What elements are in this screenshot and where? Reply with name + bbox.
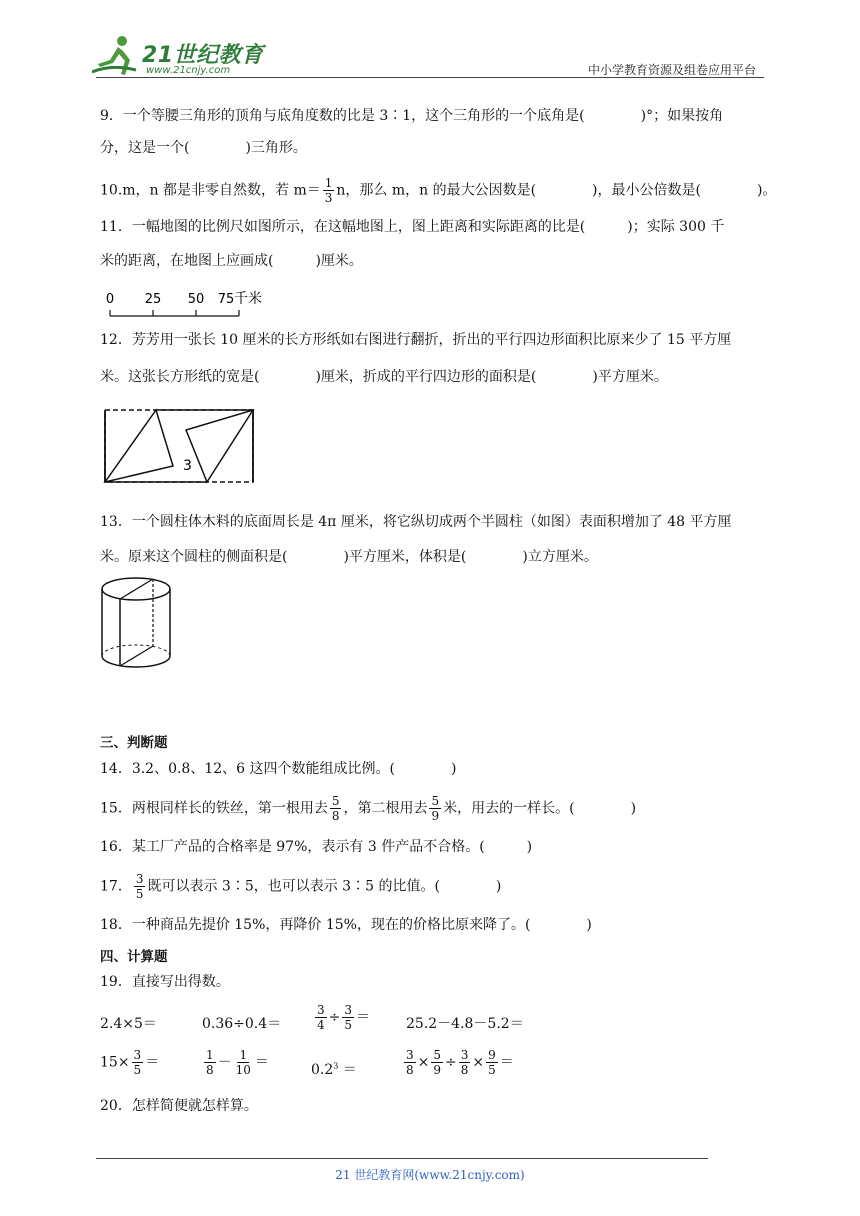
fraction-denominator: 4 — [317, 1018, 325, 1032]
equals: ＝ — [356, 1009, 371, 1026]
fraction-numerator: 3 — [317, 1003, 325, 1017]
question-17-pre: 17． — [100, 878, 132, 895]
fraction-denominator: 8 — [460, 1063, 469, 1077]
platform-name: 中小学教育资源及组卷应用平台 — [587, 63, 756, 77]
calc-3 — [313, 1003, 370, 1032]
calc-6 — [202, 1048, 269, 1077]
calc-7 — [311, 1059, 357, 1079]
map-scale-bar — [100, 286, 280, 322]
fraction-denominator: 5 — [344, 1018, 353, 1032]
fraction-numerator: 5 — [431, 794, 440, 808]
question-12-line-2: 米。这张长方形纸的宽是( )厘米，折成的平行四边形的面积是( )平方厘米。 — [100, 369, 668, 385]
section-4-heading: 四、计算题 — [100, 949, 168, 965]
fraction-numerator: 1 — [239, 1048, 248, 1062]
site-logo — [92, 32, 272, 82]
scale-unit: 千米 — [234, 291, 262, 307]
logo-title: 21世纪教育 — [142, 43, 264, 68]
question-11-line-2: 米的距离，在地图上应画成( )厘米。 — [100, 253, 363, 269]
fraction-denominator: 9 — [431, 809, 440, 823]
scale-tick-50: 50 — [187, 292, 205, 307]
fraction-numerator: 1 — [206, 1048, 214, 1062]
fraction-numerator: 3 — [135, 872, 144, 886]
calc-5 — [100, 1048, 159, 1077]
fraction-numerator: 3 — [406, 1048, 414, 1062]
fold-label: 3 — [183, 458, 192, 474]
equals: ＝ — [145, 1054, 160, 1071]
footer-divider — [96, 1158, 708, 1159]
question-15-pre: 15．两根同样长的铁丝，第一根用去 — [100, 800, 328, 817]
question-15-post: 米，用去的一样长。( ) — [443, 800, 637, 817]
fraction-three-fifths — [134, 872, 146, 901]
question-17-post: 既可以表示 3∶5，也可以表示 3∶5 的比值。( ) — [147, 878, 502, 895]
footer-link[interactable]: 21 世纪教育网(www.21cnjy.com) — [335, 1168, 525, 1182]
fraction-five-eighths — [330, 794, 342, 823]
header-divider — [96, 77, 764, 78]
fraction-numerator: 3 — [344, 1003, 353, 1017]
equals: ＝ — [499, 1054, 514, 1071]
question-12-line-1: 12．芳芳用一张长 10 厘米的长方形纸如右图进行翻折，折出的平行四边形面积比原来少了 15 平方厘 — [100, 332, 732, 348]
question-18: 18．一种商品先提价 15%，再降价 15%，现在的价格比原来降了。( ) — [100, 917, 592, 933]
calc-2: 0.36÷0.4＝ — [202, 1016, 282, 1032]
question-13-line-1: 13．一个圆柱体木料的底面周长是 4π 厘米，将它纵切成两个半圆柱（如图）表面积增加了 48 平方厘 — [100, 514, 732, 530]
runner-logo-icon — [92, 34, 140, 78]
calc-8 — [402, 1048, 514, 1077]
operator: ÷ — [328, 1009, 341, 1026]
fraction-denominator: 8 — [206, 1063, 214, 1077]
scale-tick-75: 75 — [217, 292, 235, 307]
question-9-line-1: 9．一个等腰三角形的顶角与底角度数的比是 3∶1，这个三角形的一个底角是( )°；如果按角 — [100, 108, 724, 124]
question-17 — [100, 872, 770, 901]
question-9-line-2: 分，这是一个( )三角形。 — [100, 140, 307, 156]
operator: × — [417, 1054, 430, 1071]
fraction-denominator: 8 — [406, 1063, 414, 1077]
fraction-numerator: 1 — [324, 176, 333, 190]
question-15 — [100, 794, 770, 823]
fraction-numerator: 3 — [460, 1048, 469, 1062]
calc-7-base: 0.2 — [311, 1062, 334, 1078]
scale-tick-0: 0 — [105, 292, 115, 307]
question-20: 20．怎样简便就怎样算。 — [100, 1098, 258, 1114]
fraction-denominator: 5 — [135, 887, 144, 901]
fraction-denominator: 5 — [133, 1063, 142, 1077]
operator: － — [217, 1054, 232, 1071]
fraction-denominator: 9 — [433, 1063, 442, 1077]
fraction-numerator: 9 — [488, 1048, 496, 1062]
fraction-denominator: 10 — [235, 1063, 251, 1077]
fraction-denominator: 3 — [324, 191, 333, 205]
cylinder-figure — [98, 574, 178, 674]
question-16: 16．某工厂产品的合格率是 97%，表示有 3 件产品不合格。( ) — [100, 839, 533, 855]
equals: ＝ — [338, 1062, 357, 1078]
question-11-line-1: 11．一幅地图的比例尺如图所示，在这幅地图上，图上距离和实际距离的比是( )；实际 300 千 — [100, 219, 725, 235]
fraction-numerator: 3 — [133, 1048, 142, 1062]
fraction-numerator: 5 — [331, 794, 340, 808]
calc-1: 2.4×5＝ — [100, 1016, 157, 1032]
question-14: 14．3.2、0.8、12、6 这四个数能组成比例。( ) — [100, 761, 457, 777]
operator: × — [472, 1054, 485, 1071]
exponent: 3 — [333, 1061, 339, 1071]
section-3-heading: 三、判断题 — [100, 735, 168, 751]
fraction-numerator: 5 — [433, 1048, 442, 1062]
question-10-pre: 10.m，n 都是非零自然数，若 m＝ — [100, 182, 321, 199]
folded-rectangle-figure — [100, 406, 260, 486]
equals: ＝ — [254, 1054, 269, 1071]
fraction-denominator: 5 — [488, 1063, 496, 1077]
fraction-five-ninths — [429, 794, 441, 823]
question-13-line-2: 米。原来这个圆柱的侧面积是( )平方厘米，体积是( )立方厘米。 — [100, 549, 598, 565]
operator: ÷ — [445, 1054, 457, 1071]
calc-4: 25.2－4.8－5.2＝ — [406, 1016, 524, 1032]
question-10-post: n，那么 m，n 的最大公因数是( )，最小公倍数是( )。 — [336, 182, 777, 199]
question-19: 19．直接写出得数。 — [100, 974, 230, 990]
fraction-denominator: 8 — [331, 809, 340, 823]
logo-url: www.21cnjy.com — [146, 65, 231, 76]
scale-tick-25: 25 — [144, 292, 162, 307]
question-10 — [100, 176, 777, 205]
fraction-one-third — [323, 176, 335, 205]
question-15-mid: ，第二根用去 — [343, 800, 428, 817]
calc-5-pre: 15× — [100, 1054, 130, 1071]
